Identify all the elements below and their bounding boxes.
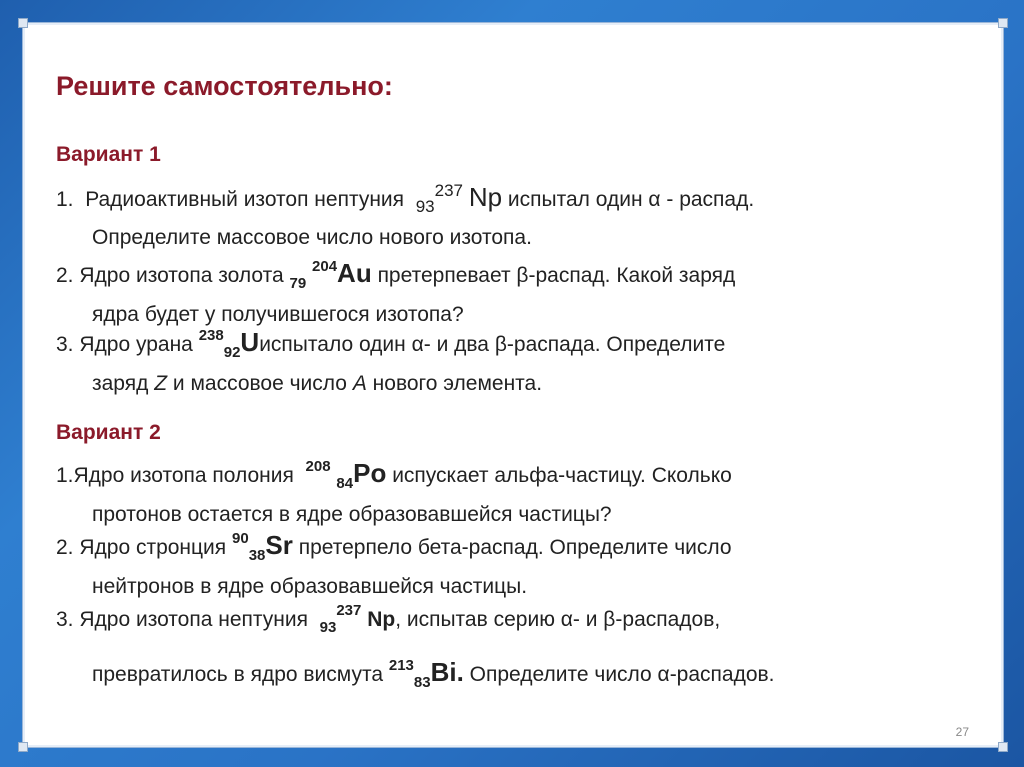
variant-1-heading: Вариант 1 (56, 143, 161, 166)
frame-corner (998, 18, 1008, 28)
variant-1-question-2: 2. Ядро изотопа золота $_{79}$ $^{204}$Au претерпевает β-распад. Какой заряд ядра будет у получившегося изотопа? (56, 251, 936, 330)
isotope-sr: $^{90}_{38}$Sr (232, 530, 293, 564)
frame-corner (18, 18, 28, 28)
isotope-bi: $^{213}_{83}$Bi. (388, 657, 464, 691)
variant-2-heading: Вариант 2 (56, 421, 161, 444)
slide-frame (22, 22, 1004, 748)
frame-corner (998, 742, 1008, 752)
isotope-np: $_{93}^{237}$ Np (415, 181, 503, 216)
variant-1-question-1: 1. Радиоактивный изотоп нептуния $_{93}^{237}$ Np испытал один α - распад. Определите массовое число нового изотопа. (56, 175, 936, 253)
isotope-po: $^{208}$ $_{84}$Po (305, 458, 387, 492)
frame-corner (18, 742, 28, 752)
isotope-au: $_{79}$ $^{204}$Au (289, 258, 372, 292)
variant-2-question-2: 2. Ядро стронция $^{90}_{38}$Sr претерпело бета-распад. Определите число нейтронов в ядре образовавшейся частицы. (56, 523, 936, 602)
variant-1-question-3: 3. Ядро урана $^{238}_{92}$Uиспытало один α- и два β-распада. Определите заряд Z и массовое число A нового элемента. (56, 320, 936, 399)
isotope-u: $^{238}_{92}$U (198, 327, 260, 361)
page-number: 27 (955, 725, 969, 739)
variant-2-question-1: 1.Ядро изотопа полония $^{208}$ $_{84}$Po испускает альфа-частицу. Сколько протонов остается в ядре образовавшейся частицы? (56, 451, 936, 530)
variant-2-question-3: 3. Ядро изотопа нептуния $_{93}^{237}$ Np, испытав серию α- и β-распадов, превратилось в ядро висмута $^{213}_{83}$Bi. Определите число α-распадов. (56, 592, 936, 702)
isotope-np-2: $_{93}^{237}$ Np (319, 602, 396, 636)
slide-title: Решите самостоятельно: (56, 71, 393, 101)
